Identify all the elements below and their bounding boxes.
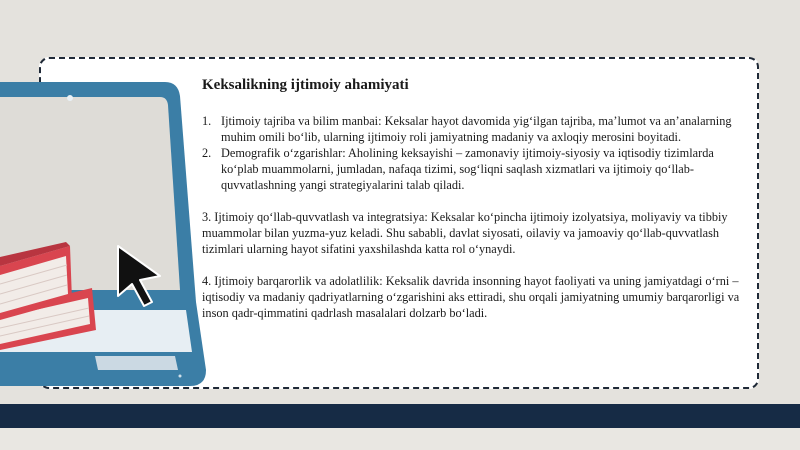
paragraph-social-support: 3. Ijtimoiy qo‘llab-quvvatlash va integratsiya: Keksalar ko‘pincha ijtimoiy izolyatsiya, moliyaviy va tibbiy muammolar bilan yuzma-yuz keladi. Shu sababli, davlat siyosati, oilaviy va jamoaviy qo‘llab-quvvatlash tizimlari ularning hayot sifatini yaxshilashda katta rol o‘ynaydi. bbox=[202, 210, 728, 256]
list-item-text: Ijtimoiy tajriba va bilim manbai: Keksalar hayot davomida yig‘ilgan tajriba, ma’lumot va an’analarning muhim omili bo‘lib, ularning ijtimoiy roli jamiyatning madaniy va axloqiy merosini boyitadi. bbox=[221, 114, 732, 144]
laptop-illustration bbox=[0, 70, 215, 400]
numbered-list bbox=[202, 113, 747, 193]
footer-band bbox=[0, 404, 800, 428]
list-item-number: 1. bbox=[202, 114, 212, 128]
bottom-strip bbox=[0, 428, 800, 450]
list-item bbox=[202, 145, 747, 193]
paragraph-social-stability: 4. Ijtimoiy barqarorlik va adolatlilik: Keksalik davrida insonning hayot faoliyati va uning jamiyatdagi o‘rni – iqtisodiy va madaniy qadriyatlarning o‘zgarishini aks ettiradi, shu orqali jamiyatning umumiy barqarorligi va inson qadr-qimmatini qadrlash masalalari dolzarb bo‘ladi. bbox=[202, 274, 740, 320]
slide-content bbox=[202, 75, 747, 321]
slide-title: Keksalikning ijtimoiy ahamiyati bbox=[202, 77, 409, 93]
list-item-text: Demografik o‘zgarishlar: Aholining keksayishi – zamonaviy ijtimoiy-siyosiy va iqtisodiy tizimlarda ko‘plab muammolarni, jumladan, nafaqa tizimi, sog‘liqni saqlash xizmatlari va ijtimoiy qo‘llab-quvvatlashning yangi strategiyalarini talab qiladi. bbox=[221, 146, 714, 192]
list-item bbox=[202, 113, 747, 145]
list-item-number: 2. bbox=[202, 146, 212, 160]
